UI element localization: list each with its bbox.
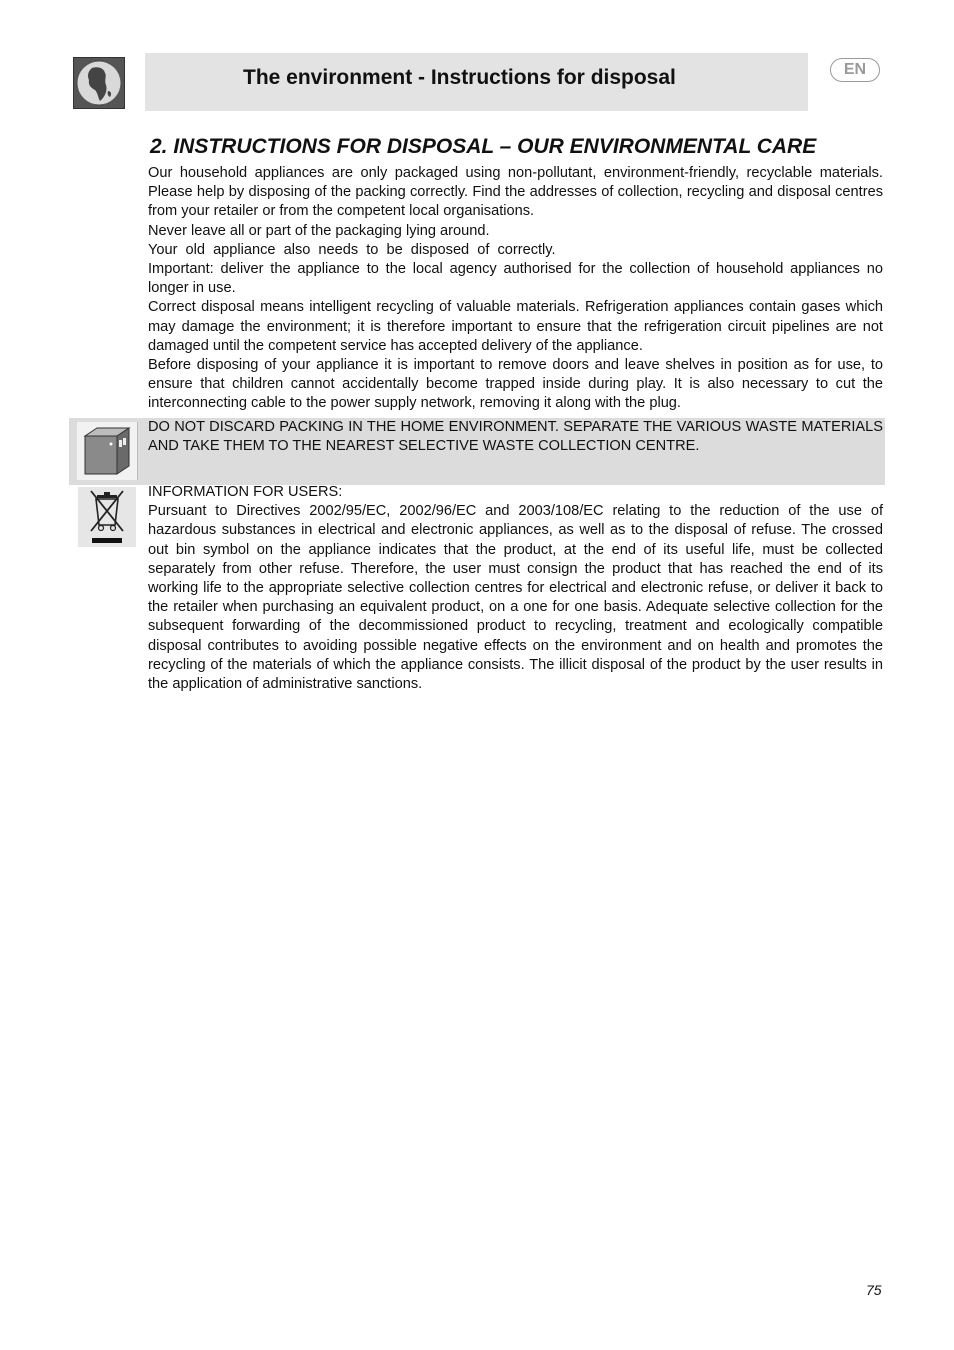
users-info [148, 483, 883, 694]
crossed-out-bin-icon [78, 487, 136, 547]
paragraph: Correct disposal means intelligent recycling of valuable materials. Refrigeration appliances contain gases which may damage the environment; it is therefore important to ensure that the refrigeration circuit pipelines are not damaged until the competent service has accepted delivery of the appliance. [148, 299, 883, 354]
paragraph: Before disposing of your appliance it is important to remove doors and leave shelves in position as for use, to ensure that children cannot accidentally become trapped inside during play. It is also necessary to cut the interconnecting cable to the power supply network, removing it along with the plug. [148, 357, 883, 412]
globe-icon [73, 57, 125, 109]
paragraph: Never leave all or part of the packaging lying around. [148, 222, 490, 239]
header-bar [145, 53, 808, 111]
users-info-heading: INFORMATION FOR USERS: [148, 484, 343, 500]
language-badge: EN [830, 58, 880, 82]
page-title: The environment - Instructions for disposal [243, 66, 676, 89]
paragraph: Your old appliance also needs to be disposed of correctly. [148, 241, 556, 258]
page-number: 75 [866, 1282, 882, 1298]
users-info-text: Pursuant to Directives 2002/95/EC, 2002/96/EC and 2003/108/EC relating to the reduction of the use of hazardous substances in electrical and electronic appliances, as well as to the disposal of refuse. The crossed out bin symbol on the appliance indicates that the product, at the end of its useful life, must be collected separately from other refuse. Therefore, the user must consign the product that has reached the end of its working life to the appropriate selective collection centres for electrical and electronic refuse, or deliver it back to the retailer when purchasing an equivalent product, on a one for one basis. Adequate selective collection for the subsequent forwarding of the decommissioned product to recycling, treatment and ecologically compatible disposal contributes to avoiding possible negative effects on the environment and on health and promotes the recycling of the materials of which the appliance consists. The illicit disposal of the product by the user results in the application of administrative sanctions. [148, 503, 883, 693]
section-body [148, 164, 883, 414]
warning-band [69, 418, 885, 485]
warning-text: DO NOT DISCARD PACKING IN THE HOME ENVIRONMENT. SEPARATE THE VARIOUS WASTE MATERIALS AND TAKE THEM TO THE NEAREST SELECTIVE WASTE COLLECTION CENTRE. [148, 419, 883, 455]
cardboard-box-icon [77, 422, 138, 480]
section-heading: 2. INSTRUCTIONS FOR DISPOSAL – OUR ENVIRONMENTAL CARE [150, 135, 817, 158]
paragraph: Important: deliver the appliance to the local agency authorised for the collection of household appliances no longer in use. [148, 261, 883, 297]
paragraph: Our household appliances are only packaged using non-pollutant, environment-friendly, recyclable materials. Please help by disposing of the packing correctly. Find the addresses of collection, recycling and disposal centres from your retailer or from the competent local organisations. [148, 165, 883, 220]
